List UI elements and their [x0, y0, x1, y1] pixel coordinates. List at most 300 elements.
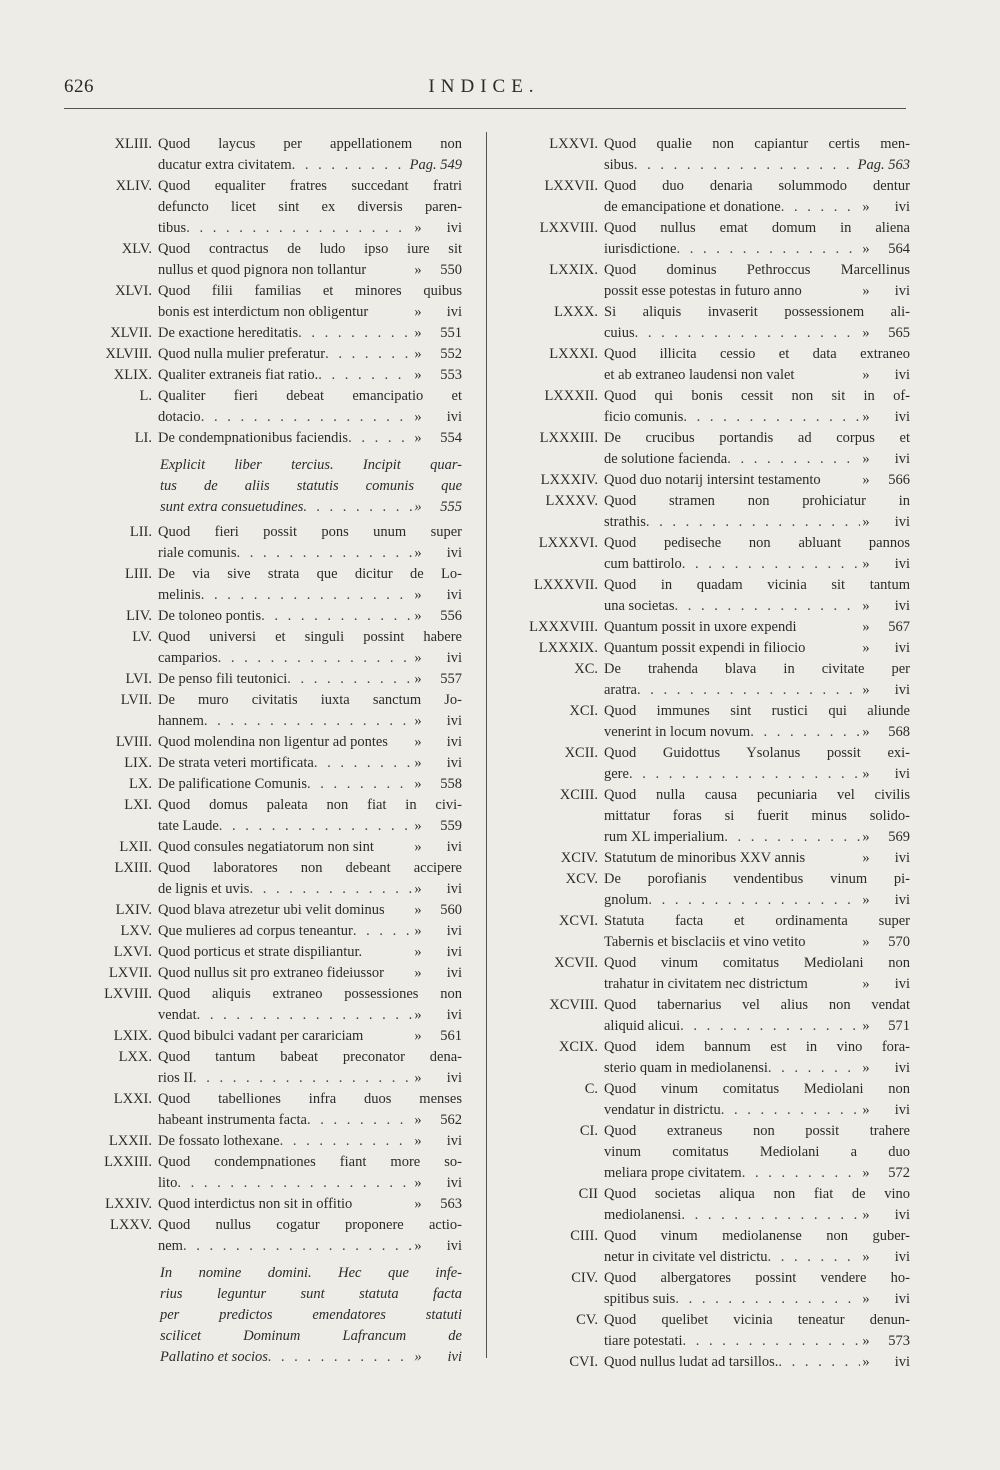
entry-number: XCII.	[564, 745, 598, 761]
dot-leader	[348, 428, 412, 449]
entry-number: LVIII.	[115, 734, 152, 750]
entry-line	[160, 1326, 462, 1347]
index-entry	[510, 848, 910, 869]
index-entry	[64, 858, 462, 900]
dot-leader	[353, 921, 412, 942]
entry-line	[158, 1068, 462, 1089]
entry-text: de solutione facienda	[604, 451, 728, 467]
index-entry	[510, 911, 910, 953]
entry-line	[604, 701, 910, 722]
page-ref: 554	[440, 430, 462, 446]
dot-leader	[681, 1205, 860, 1226]
entry-text: Quod nullus ludat ad tarsillos.	[604, 1354, 779, 1370]
entry-text: Quod contractus de ludo ipso iure sit	[158, 241, 462, 257]
entry-text: Quod nullus sit pro extraneo fideiussor	[158, 965, 384, 981]
page-ref: ivi	[894, 766, 910, 782]
ditto-mark: »	[862, 598, 870, 614]
page-ref: Pag. 549	[409, 157, 462, 173]
ditto-mark: »	[414, 776, 422, 792]
index-entry	[510, 1037, 910, 1079]
entry-number: LXXXIV.	[540, 472, 598, 488]
entry-text: Quod nullus cogatur proponere actio-	[158, 1217, 462, 1233]
entry-text: sibus	[604, 157, 634, 173]
index-entry	[64, 1194, 462, 1215]
ditto-mark: »	[862, 283, 870, 299]
ditto-mark: »	[414, 262, 422, 278]
entry-line	[604, 659, 910, 680]
entry-text: Quod qui bonis cessit non sit in of-	[604, 388, 910, 404]
index-entry	[64, 239, 462, 281]
entry-text: habeant instrumenta facta	[158, 1112, 307, 1128]
entry-text: Quod societas aliqua non fiat de vino	[604, 1186, 910, 1202]
page-ref: ivi	[894, 1060, 910, 1076]
line-gap	[366, 260, 412, 281]
entry-number: LXXVIII.	[539, 220, 598, 236]
entry-title	[158, 386, 462, 428]
entry-text: cuius	[604, 325, 635, 341]
entry-title	[604, 1310, 910, 1352]
ditto-mark: »	[414, 1175, 422, 1191]
entry-text: rios II	[158, 1070, 194, 1086]
entry-number: LVII.	[120, 692, 152, 708]
entry-title	[158, 963, 462, 984]
dot-leader	[219, 816, 412, 837]
entry-title	[604, 386, 910, 428]
dot-leader	[314, 753, 412, 774]
ditto-mark: »	[414, 430, 422, 446]
entry-line	[158, 1131, 462, 1152]
entry-line	[604, 449, 910, 470]
ditto-mark: »	[414, 1133, 422, 1149]
dot-leader	[629, 764, 860, 785]
page-ref: ivi	[446, 1175, 462, 1191]
entry-text: hannem	[158, 713, 204, 729]
index-entry	[64, 942, 462, 963]
index-entry	[64, 134, 462, 176]
line-gap	[368, 302, 412, 323]
dot-leader	[307, 774, 412, 795]
entry-title	[158, 323, 462, 344]
entry-number: XCIV.	[560, 850, 598, 866]
header-rule	[64, 108, 906, 109]
entry-text: netur in civitate vel districtu	[604, 1249, 768, 1265]
dot-leader	[193, 1068, 412, 1089]
line-gap	[808, 974, 860, 995]
entry-text: rum XL imperialium	[604, 829, 725, 845]
entry-line	[158, 1152, 462, 1173]
entry-line	[604, 785, 910, 806]
ditto-mark: »	[414, 902, 422, 918]
entry-text: Quod condempnationes fiant more so-	[158, 1154, 462, 1170]
page-ref: ivi	[446, 944, 462, 960]
entry-line	[158, 522, 462, 543]
dot-leader	[674, 596, 860, 617]
entry-text: Quod interdictus non sit in offitio	[158, 1196, 353, 1212]
entry-text: Quod filii familias et minores quibus	[158, 283, 462, 299]
entry-title	[158, 627, 462, 669]
entry-text: Quod tabelliones infra duos menses	[158, 1091, 462, 1107]
ditto-mark: »	[862, 829, 870, 845]
ditto-mark: »	[414, 220, 422, 236]
entry-text: Quod equaliter fratres succedant fratri	[158, 178, 462, 194]
ditto-mark: »	[414, 499, 422, 515]
entry-text: De fossato lothexane	[158, 1133, 280, 1149]
dot-leader	[767, 1247, 860, 1268]
ditto-mark: »	[862, 325, 870, 341]
index-entry	[510, 428, 910, 470]
ditto-mark: »	[862, 451, 870, 467]
dot-leader	[268, 1347, 412, 1368]
entry-line	[160, 1347, 462, 1368]
ditto-mark: »	[862, 409, 870, 425]
index-entry	[510, 218, 910, 260]
index-entry	[64, 669, 462, 690]
page-ref: 573	[888, 1333, 910, 1349]
entry-line	[604, 1352, 910, 1373]
page-ref: 552	[440, 346, 462, 362]
entry-title	[158, 984, 462, 1026]
ditto-mark: »	[414, 545, 422, 561]
entry-line	[604, 722, 910, 743]
entry-text: Quod tabernarius vel alius non vendat	[604, 997, 910, 1013]
entry-text: Quod vinum comitatus Mediolani non	[604, 1081, 910, 1097]
entry-title	[604, 701, 910, 743]
page-ref: 569	[888, 829, 910, 845]
page-ref: 565	[888, 325, 910, 341]
index-entry	[64, 984, 462, 1026]
entry-number: LXII.	[119, 839, 152, 855]
entry-line	[158, 407, 462, 428]
entry-line	[604, 260, 910, 281]
ditto-mark: »	[414, 818, 422, 834]
ditto-mark: »	[414, 409, 422, 425]
entry-line	[604, 953, 910, 974]
entry-number: LI.	[134, 430, 152, 446]
entry-title	[158, 1089, 462, 1131]
entry-text: vendat	[158, 1007, 197, 1023]
page-ref: ivi	[894, 682, 910, 698]
entry-line	[604, 407, 910, 428]
entry-text: Quod extraneus non possit trahere	[604, 1123, 910, 1139]
entry-title	[604, 869, 910, 911]
index-entry	[64, 1089, 462, 1131]
index-entry	[64, 837, 462, 858]
entry-line	[158, 218, 462, 239]
ditto-mark: »	[862, 1165, 870, 1181]
page-ref: ivi	[894, 850, 910, 866]
index-entry	[510, 302, 910, 344]
ditto-mark: »	[414, 325, 422, 341]
entry-line	[158, 428, 462, 449]
entry-text: defuncto licet sint ex diversis paren-	[158, 199, 462, 215]
entry-number: LXXVII.	[544, 178, 598, 194]
ditto-mark: »	[414, 839, 422, 855]
index-entry	[510, 176, 910, 218]
entry-line	[160, 1305, 462, 1326]
line-gap	[363, 1026, 412, 1047]
ditto-mark: »	[414, 1007, 422, 1023]
entry-number: XCVIII.	[549, 997, 598, 1013]
entry-text: tibus	[158, 220, 187, 236]
entry-text: De strata veteri mortificata	[158, 755, 314, 771]
entry-line	[158, 176, 462, 197]
entry-line	[158, 900, 462, 921]
entry-number: CI.	[579, 1123, 598, 1139]
entry-text: Quod stramen non prohiciatur in	[604, 493, 910, 509]
entry-title	[604, 1352, 910, 1373]
entry-number: XLIX.	[113, 367, 152, 383]
entry-number: LXXI.	[113, 1091, 152, 1107]
entry-line	[604, 1184, 910, 1205]
page-ref: 556	[440, 608, 462, 624]
entry-number: LXI.	[124, 797, 152, 813]
entry-line	[604, 806, 910, 827]
ditto-mark: »	[414, 944, 422, 960]
entry-line	[604, 1289, 910, 1310]
index-entry	[510, 260, 910, 302]
index-entry	[64, 428, 462, 449]
page-ref: ivi	[894, 1249, 910, 1265]
entry-text: vendatur in districtu	[604, 1102, 721, 1118]
ditto-mark: »	[414, 304, 422, 320]
entry-text: De crucibus portandis ad corpus et	[604, 430, 910, 446]
dot-leader	[677, 239, 861, 260]
dot-leader	[742, 1163, 860, 1184]
dot-leader	[186, 218, 412, 239]
index-entry	[510, 1352, 910, 1373]
entry-title	[158, 1026, 462, 1047]
left-column	[64, 134, 462, 1372]
entry-text: gnolum	[604, 892, 649, 908]
entry-title	[604, 533, 910, 575]
index-entry	[64, 732, 462, 753]
dot-leader	[750, 722, 860, 743]
entry-title	[604, 785, 910, 848]
entry-line	[158, 627, 462, 648]
entry-line	[604, 365, 910, 386]
entry-text: Quod universi et singuli possint habere	[158, 629, 462, 645]
ditto-mark: »	[414, 1238, 422, 1254]
index-entry	[510, 953, 910, 995]
entry-number: LXXXVII.	[533, 577, 598, 593]
entry-title	[158, 837, 462, 858]
entry-number: XCIX.	[558, 1039, 598, 1055]
entry-text: Quod quelibet vicinia teneatur denun-	[604, 1312, 910, 1328]
entry-line	[604, 533, 910, 554]
index-entry	[64, 753, 462, 774]
entry-text: De palificatione Comunis	[158, 776, 307, 792]
index-entry	[64, 344, 462, 365]
entry-title	[604, 617, 910, 638]
entry-title	[604, 176, 910, 218]
entry-number: LXXXV.	[545, 493, 598, 509]
entry-title	[604, 260, 910, 302]
section-note	[64, 455, 462, 518]
entry-line	[158, 1215, 462, 1236]
entry-title	[604, 302, 910, 344]
entry-line	[604, 869, 910, 890]
entry-line	[604, 911, 910, 932]
page-ref: ivi	[894, 409, 910, 425]
page-ref: ivi	[894, 556, 910, 572]
entry-line	[604, 1247, 910, 1268]
index-entry	[510, 575, 910, 617]
entry-number: LXXXVIII.	[529, 619, 598, 635]
entry-title	[158, 522, 462, 564]
entry-text: Quod consules negatiatorum non sint	[158, 839, 374, 855]
entry-text: nullus et quod pignora non tollantur	[158, 262, 367, 278]
entry-line	[158, 690, 462, 711]
ditto-mark: »	[414, 608, 422, 624]
entry-text: Quod bibulci vadant per carariciam	[158, 1028, 364, 1044]
entry-number: LXVI.	[113, 944, 152, 960]
index-entry	[64, 627, 462, 669]
ditto-mark: »	[414, 587, 422, 603]
entry-text: Quod domus paleata non fiat in civi-	[158, 797, 462, 813]
index-entry	[64, 795, 462, 837]
entry-title	[604, 1268, 910, 1310]
index-entry	[64, 522, 462, 564]
entry-title	[158, 690, 462, 732]
ditto-mark: »	[414, 671, 422, 687]
index-entry	[64, 774, 462, 795]
entry-line	[158, 921, 462, 942]
entry-title	[604, 1079, 910, 1121]
entry-line	[158, 858, 462, 879]
entry-line	[158, 344, 462, 365]
entry-text: nem	[158, 1238, 183, 1254]
page-ref: ivi	[894, 1207, 910, 1223]
entry-line	[604, 890, 910, 911]
index-entry	[64, 281, 462, 323]
page-ref: ivi	[446, 839, 462, 855]
entry-line	[158, 134, 462, 155]
entry-text: una societas	[604, 598, 675, 614]
entry-text: Qualiter fieri debeat emancipatio et	[158, 388, 462, 404]
index-entry	[64, 386, 462, 428]
entry-number: LIII.	[125, 566, 152, 582]
page-ref: ivi	[446, 650, 462, 666]
page-ref: ivi	[446, 220, 462, 236]
entry-number: LXXX.	[554, 304, 598, 320]
page-ref: ivi	[446, 545, 462, 561]
page-ref: ivi	[446, 734, 462, 750]
dot-leader	[683, 407, 860, 428]
entry-line	[604, 827, 910, 848]
entry-text: Quod qualie non capiantur certis men-	[604, 136, 910, 152]
ditto-mark: »	[862, 1291, 870, 1307]
ditto-mark: »	[862, 934, 870, 950]
entry-number: LXXIV.	[105, 1196, 152, 1212]
entry-line	[604, 848, 910, 869]
entry-text: spitibus suis	[604, 1291, 676, 1307]
index-entry	[510, 1121, 910, 1184]
page-ref: ivi	[446, 881, 462, 897]
entry-text: Quod fieri possit pons unum super	[158, 524, 462, 540]
entry-line	[604, 1205, 910, 1226]
dot-leader	[325, 344, 412, 365]
ditto-mark: »	[414, 713, 422, 729]
entry-text: vinum comitatus Mediolani a duo	[604, 1144, 910, 1160]
page-ref: 551	[440, 325, 462, 341]
ditto-mark: »	[862, 976, 870, 992]
page-ref: ivi	[894, 976, 910, 992]
entry-number: LXVIII.	[104, 986, 152, 1002]
index-entry	[64, 1047, 462, 1089]
page-ref: ivi	[446, 1238, 462, 1254]
index-entry	[510, 491, 910, 533]
entry-number: XLVII.	[110, 325, 152, 341]
entry-text: venerint in locum novum	[604, 724, 751, 740]
ditto-mark: »	[862, 640, 870, 656]
entry-number: LXXXII.	[544, 388, 598, 404]
entry-line	[604, 575, 910, 596]
ditto-mark: »	[414, 367, 422, 383]
entry-text: Tabernis et bisclaciis et vino vetito	[604, 934, 806, 950]
entry-line	[604, 617, 910, 638]
dot-leader	[307, 1110, 412, 1131]
page-ref: ivi	[894, 283, 910, 299]
ditto-mark: »	[862, 766, 870, 782]
entry-text: De penso fili teutonici	[158, 671, 288, 687]
entry-number: LXXIII.	[104, 1154, 152, 1170]
entry-line	[158, 239, 462, 260]
index-entry	[64, 1131, 462, 1152]
entry-line	[604, 386, 910, 407]
ditto-mark: »	[414, 1028, 422, 1044]
entry-text: melinis	[158, 587, 201, 603]
entry-title	[604, 470, 910, 491]
entry-text: De muro civitatis iuxta sanctum Jo-	[158, 692, 462, 708]
entry-line	[604, 428, 910, 449]
ditto-mark: »	[414, 1112, 422, 1128]
entry-number: XLIV.	[115, 178, 152, 194]
entry-line	[604, 1058, 910, 1079]
page-ref: 560	[440, 902, 462, 918]
ditto-mark: »	[862, 199, 870, 215]
entry-title	[158, 606, 462, 627]
index-entry	[64, 963, 462, 984]
entry-line	[604, 197, 910, 218]
entry-text: Quod Guidottus Ysolanus possit exi-	[604, 745, 910, 761]
entry-line	[158, 1194, 462, 1215]
entry-title	[158, 795, 462, 837]
index-entry	[510, 743, 910, 785]
entry-line	[158, 1047, 462, 1068]
dot-leader	[204, 711, 412, 732]
line-gap	[385, 900, 412, 921]
page-ref: ivi	[894, 1102, 910, 1118]
dot-leader	[635, 323, 860, 344]
entry-text: meliara prope civitatem	[604, 1165, 742, 1181]
entry-text: De porofianis vendentibus vinum pi-	[604, 871, 910, 887]
entry-text: de emancipatione et donatione	[604, 199, 781, 215]
entry-text: Quod laycus per appellationem non	[158, 136, 462, 152]
ditto-mark: »	[862, 1354, 870, 1370]
page-ref: ivi	[894, 892, 910, 908]
page-ref: ivi	[446, 713, 462, 729]
entry-text: scilicet Dominum Lafrancum de	[160, 1328, 462, 1344]
page-ref: ivi	[894, 367, 910, 383]
index-entry	[510, 701, 910, 743]
index-entry	[64, 323, 462, 344]
page-ref: ivi	[446, 1007, 462, 1023]
entry-line	[158, 774, 462, 795]
ditto-mark: »	[414, 734, 422, 750]
entry-number: XCV.	[565, 871, 598, 887]
entry-text: Si aliquis invaserit possessionem ali-	[604, 304, 910, 320]
entry-line	[604, 1226, 910, 1247]
